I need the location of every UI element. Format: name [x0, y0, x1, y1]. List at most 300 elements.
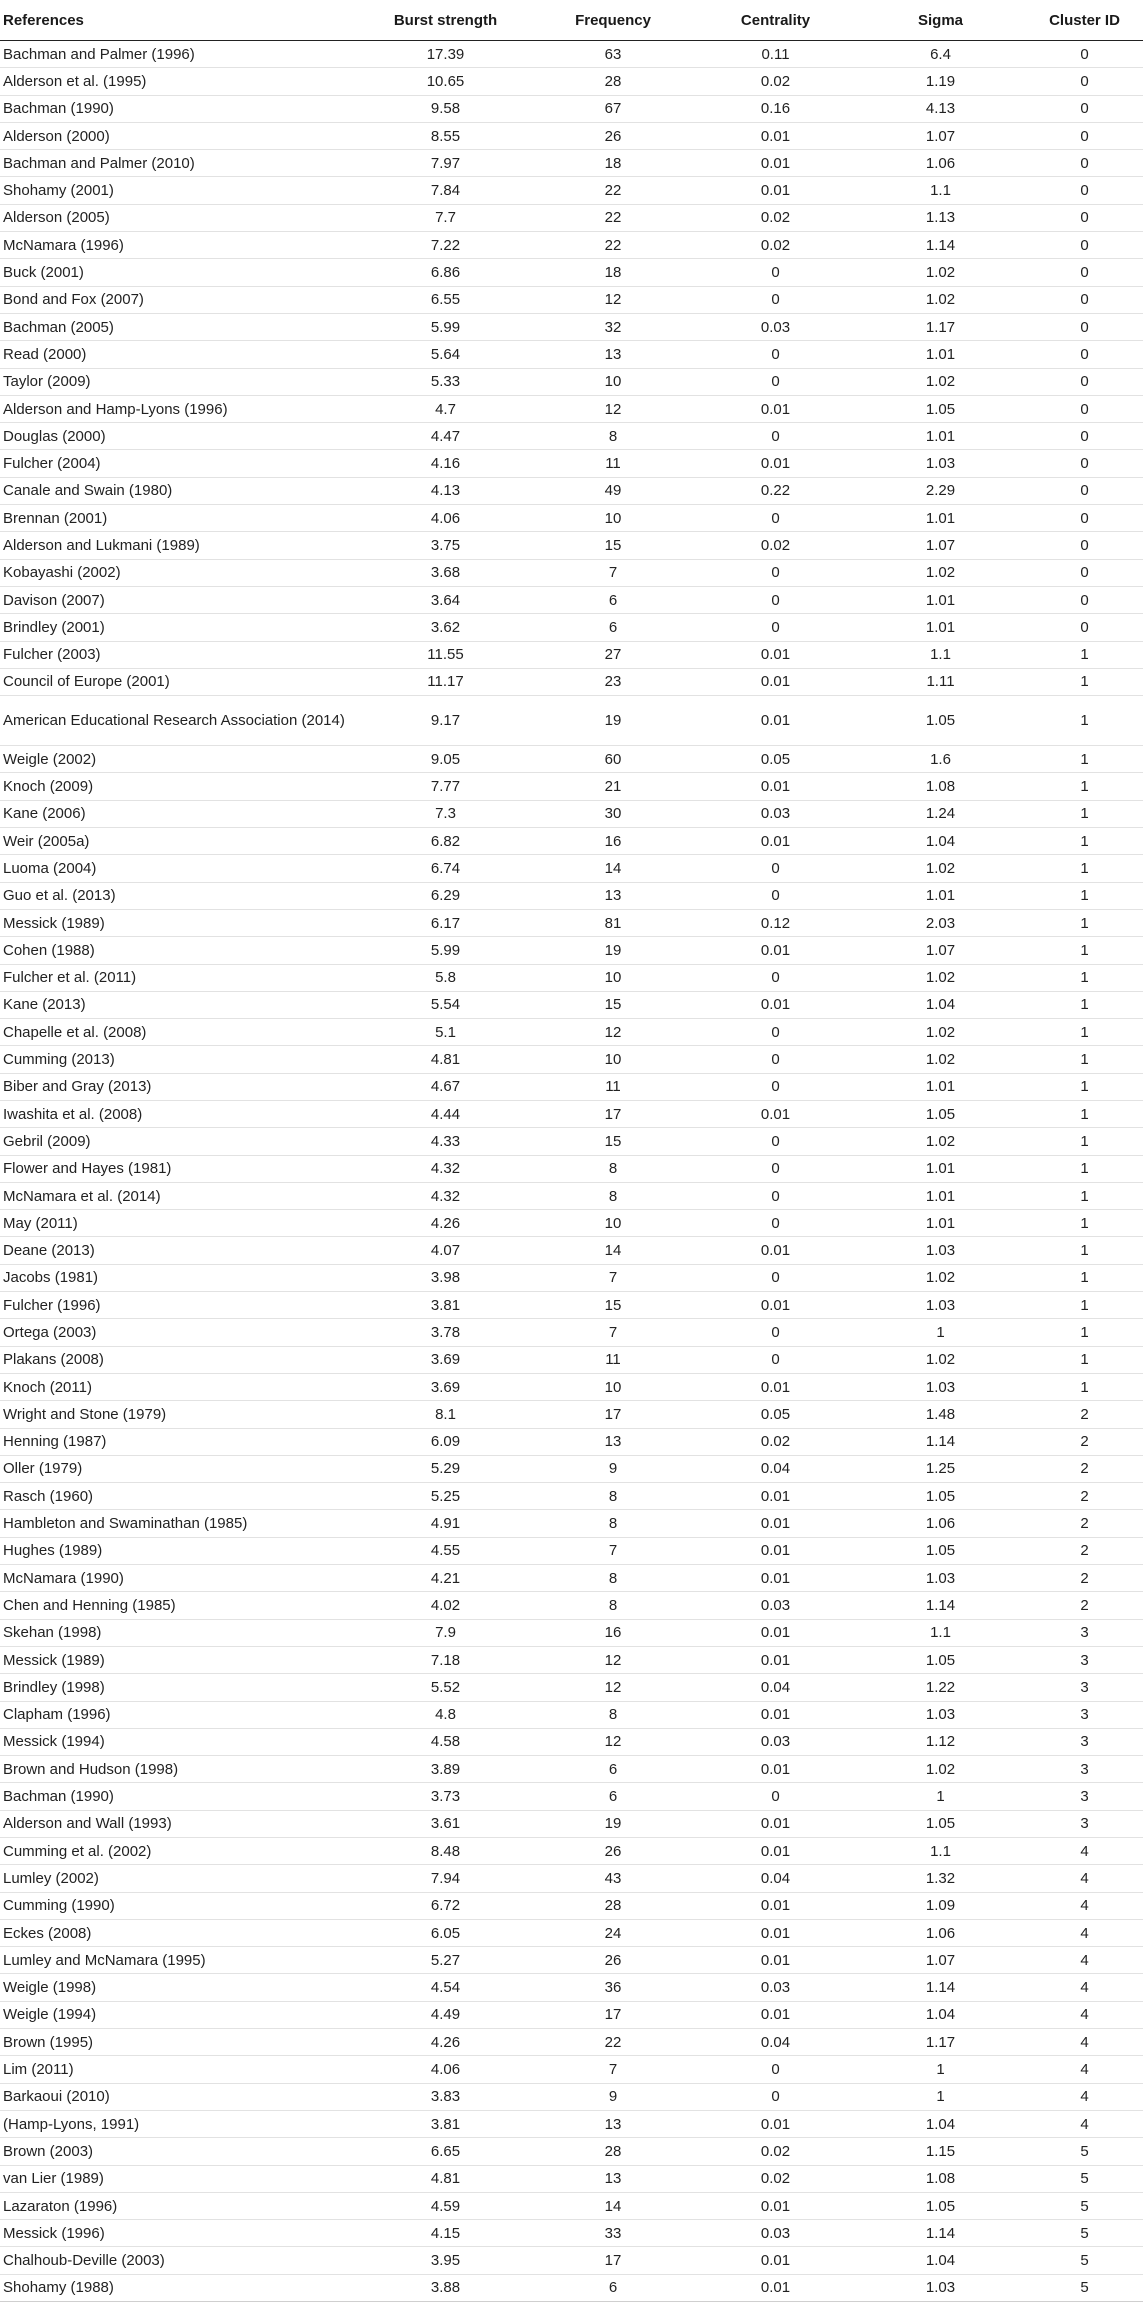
- cell-centrality: 0.02: [693, 2138, 858, 2165]
- cell-burst-strength: 7.94: [358, 1865, 533, 1892]
- cell-reference: McNamara (1996): [0, 232, 358, 259]
- cell-reference: Messick (1994): [0, 1728, 358, 1755]
- cell-burst-strength: 4.07: [358, 1237, 533, 1264]
- table-row: [0, 232, 1143, 259]
- cell-frequency: 15: [533, 1128, 693, 1155]
- cell-frequency: 19: [533, 696, 693, 746]
- cell-centrality: 0: [693, 286, 858, 313]
- cell-sigma: 1.22: [858, 1674, 1023, 1701]
- cell-reference: Lumley (2002): [0, 1865, 358, 1892]
- cell-reference: Bachman (2005): [0, 313, 358, 340]
- cell-reference: Cumming et al. (2002): [0, 1838, 358, 1865]
- cell-reference: Alderson (2005): [0, 204, 358, 231]
- cell-frequency: 9: [533, 1455, 693, 1482]
- table-row: [0, 909, 1143, 936]
- cell-centrality: 0: [693, 341, 858, 368]
- cell-reference: Alderson and Lukmani (1989): [0, 532, 358, 559]
- cell-centrality: 0: [693, 1264, 858, 1291]
- table-row: [0, 641, 1143, 668]
- table-row: [0, 1128, 1143, 1155]
- cell-reference: Skehan (1998): [0, 1619, 358, 1646]
- cell-burst-strength: 5.1: [358, 1019, 533, 1046]
- cell-burst-strength: 8.48: [358, 1838, 533, 1865]
- cell-burst-strength: 5.33: [358, 368, 533, 395]
- cell-sigma: 1.02: [858, 1128, 1023, 1155]
- cell-burst-strength: 3.69: [358, 1373, 533, 1400]
- cell-cluster-id: 0: [1023, 150, 1143, 177]
- table-row: [0, 341, 1143, 368]
- cell-cluster-id: 0: [1023, 341, 1143, 368]
- cell-frequency: 26: [533, 122, 693, 149]
- cell-centrality: 0.01: [693, 1919, 858, 1946]
- cell-cluster-id: 3: [1023, 1756, 1143, 1783]
- cell-burst-strength: 17.39: [358, 41, 533, 68]
- cell-centrality: 0.01: [693, 1892, 858, 1919]
- cell-burst-strength: 8.1: [358, 1401, 533, 1428]
- table-row: [0, 1646, 1143, 1673]
- cell-cluster-id: 1: [1023, 1210, 1143, 1237]
- cell-sigma: 1.02: [858, 1756, 1023, 1783]
- cell-burst-strength: 4.13: [358, 477, 533, 504]
- cell-reference: Wright and Stone (1979): [0, 1401, 358, 1428]
- cell-reference: Council of Europe (2001): [0, 668, 358, 695]
- cell-sigma: 1.03: [858, 1373, 1023, 1400]
- cell-burst-strength: 4.55: [358, 1537, 533, 1564]
- cell-centrality: 0.01: [693, 177, 858, 204]
- cell-cluster-id: 0: [1023, 95, 1143, 122]
- cell-centrality: 0: [693, 1073, 858, 1100]
- cell-burst-strength: 3.73: [358, 1783, 533, 1810]
- cell-sigma: 1.1: [858, 641, 1023, 668]
- cell-sigma: 1.03: [858, 1701, 1023, 1728]
- cell-sigma: 1.11: [858, 668, 1023, 695]
- cell-centrality: 0.01: [693, 641, 858, 668]
- cell-cluster-id: 2: [1023, 1510, 1143, 1537]
- cell-sigma: 1.01: [858, 1182, 1023, 1209]
- cell-centrality: 0: [693, 1155, 858, 1182]
- cell-cluster-id: 1: [1023, 1046, 1143, 1073]
- cell-frequency: 14: [533, 855, 693, 882]
- table-row: [0, 1100, 1143, 1127]
- cell-frequency: 22: [533, 204, 693, 231]
- cell-sigma: 1.17: [858, 2029, 1023, 2056]
- cell-sigma: 1.02: [858, 855, 1023, 882]
- table-row: [0, 1073, 1143, 1100]
- cell-reference: Bachman and Palmer (2010): [0, 150, 358, 177]
- cell-centrality: 0.01: [693, 1483, 858, 1510]
- cell-burst-strength: 4.33: [358, 1128, 533, 1155]
- cell-frequency: 12: [533, 1646, 693, 1673]
- cell-frequency: 60: [533, 746, 693, 773]
- cell-frequency: 12: [533, 395, 693, 422]
- cell-centrality: 0.03: [693, 800, 858, 827]
- cell-sigma: 1.1: [858, 1838, 1023, 1865]
- cell-centrality: 0: [693, 505, 858, 532]
- cell-cluster-id: 4: [1023, 2110, 1143, 2137]
- cell-cluster-id: 0: [1023, 586, 1143, 613]
- cell-cluster-id: 0: [1023, 122, 1143, 149]
- cell-reference: Jacobs (1981): [0, 1264, 358, 1291]
- table-header: [0, 0, 1143, 41]
- table-row: [0, 1455, 1143, 1482]
- cell-sigma: 1.03: [858, 2274, 1023, 2301]
- cell-sigma: 1.02: [858, 259, 1023, 286]
- table-row: [0, 2192, 1143, 2219]
- cell-sigma: 1.48: [858, 1401, 1023, 1428]
- cell-centrality: 0: [693, 1128, 858, 1155]
- table-row: [0, 882, 1143, 909]
- header-burst-strength: Burst strength: [358, 0, 533, 41]
- cell-centrality: 0.01: [693, 696, 858, 746]
- cell-burst-strength: 10.65: [358, 68, 533, 95]
- cell-burst-strength: 9.05: [358, 746, 533, 773]
- cell-sigma: 1.12: [858, 1728, 1023, 1755]
- cell-cluster-id: 1: [1023, 991, 1143, 1018]
- cell-cluster-id: 1: [1023, 668, 1143, 695]
- cell-sigma: 1.14: [858, 1592, 1023, 1619]
- cell-burst-strength: 4.7: [358, 395, 533, 422]
- cell-centrality: 0: [693, 559, 858, 586]
- cell-reference: Brown (1995): [0, 2029, 358, 2056]
- cell-burst-strength: 6.72: [358, 1892, 533, 1919]
- table-row: [0, 828, 1143, 855]
- cell-frequency: 22: [533, 2029, 693, 2056]
- cell-centrality: 0.01: [693, 1947, 858, 1974]
- cell-burst-strength: 4.44: [358, 1100, 533, 1127]
- cell-cluster-id: 5: [1023, 2274, 1143, 2301]
- cell-burst-strength: 6.86: [358, 259, 533, 286]
- cell-frequency: 15: [533, 991, 693, 1018]
- cell-reference: Bachman (1990): [0, 95, 358, 122]
- cell-cluster-id: 2: [1023, 1401, 1143, 1428]
- cell-centrality: 0.22: [693, 477, 858, 504]
- cell-cluster-id: 3: [1023, 1674, 1143, 1701]
- cell-cluster-id: 1: [1023, 1128, 1143, 1155]
- cell-centrality: 0.03: [693, 1592, 858, 1619]
- cell-sigma: 1.14: [858, 1428, 1023, 1455]
- cell-burst-strength: 7.7: [358, 204, 533, 231]
- cell-centrality: 0: [693, 368, 858, 395]
- cell-reference: Hughes (1989): [0, 1537, 358, 1564]
- cell-sigma: 1.02: [858, 286, 1023, 313]
- cell-sigma: 1.02: [858, 1046, 1023, 1073]
- cell-burst-strength: 4.06: [358, 505, 533, 532]
- cell-frequency: 7: [533, 1319, 693, 1346]
- cell-cluster-id: 1: [1023, 1237, 1143, 1264]
- cell-centrality: 0.01: [693, 1373, 858, 1400]
- table-row: [0, 1838, 1143, 1865]
- cell-cluster-id: 1: [1023, 1373, 1143, 1400]
- cell-frequency: 36: [533, 1974, 693, 2001]
- cell-cluster-id: 1: [1023, 1182, 1143, 1209]
- cell-reference: Cumming (1990): [0, 1892, 358, 1919]
- cell-centrality: 0.02: [693, 68, 858, 95]
- cell-burst-strength: 4.67: [358, 1073, 533, 1100]
- cell-burst-strength: 4.02: [358, 1592, 533, 1619]
- table-row: [0, 395, 1143, 422]
- cell-burst-strength: 7.77: [358, 773, 533, 800]
- cell-burst-strength: 9.58: [358, 95, 533, 122]
- cell-burst-strength: 5.27: [358, 1947, 533, 1974]
- header-frequency: Frequency: [533, 0, 693, 41]
- cell-reference: (Hamp-Lyons, 1991): [0, 2110, 358, 2137]
- cell-centrality: 0.01: [693, 991, 858, 1018]
- cell-sigma: 6.4: [858, 41, 1023, 68]
- cell-cluster-id: 2: [1023, 1428, 1143, 1455]
- cell-reference: Brown (2003): [0, 2138, 358, 2165]
- cell-centrality: 0: [693, 1046, 858, 1073]
- cell-frequency: 6: [533, 586, 693, 613]
- cell-centrality: 0.04: [693, 1455, 858, 1482]
- cell-reference: Knoch (2011): [0, 1373, 358, 1400]
- cell-centrality: 0.01: [693, 1292, 858, 1319]
- cell-frequency: 11: [533, 1073, 693, 1100]
- cell-frequency: 9: [533, 2083, 693, 2110]
- table-row: [0, 1592, 1143, 1619]
- cell-sigma: 1.04: [858, 828, 1023, 855]
- cell-reference: McNamara et al. (2014): [0, 1182, 358, 1209]
- cell-frequency: 17: [533, 2001, 693, 2028]
- cell-centrality: 0.01: [693, 1756, 858, 1783]
- cell-burst-strength: 4.26: [358, 1210, 533, 1237]
- cell-sigma: 1.17: [858, 313, 1023, 340]
- cell-cluster-id: 0: [1023, 204, 1143, 231]
- cell-reference: Fulcher et al. (2011): [0, 964, 358, 991]
- cell-frequency: 13: [533, 2165, 693, 2192]
- cell-cluster-id: 3: [1023, 1646, 1143, 1673]
- cell-frequency: 17: [533, 1401, 693, 1428]
- cell-frequency: 11: [533, 1346, 693, 1373]
- cell-cluster-id: 1: [1023, 1319, 1143, 1346]
- cell-cluster-id: 3: [1023, 1728, 1143, 1755]
- cell-centrality: 0.02: [693, 232, 858, 259]
- table-row: [0, 122, 1143, 149]
- cell-frequency: 10: [533, 1046, 693, 1073]
- cell-centrality: 0.03: [693, 313, 858, 340]
- cell-centrality: 0.01: [693, 1646, 858, 1673]
- cell-cluster-id: 1: [1023, 855, 1143, 882]
- cell-sigma: 1.04: [858, 2247, 1023, 2274]
- cell-cluster-id: 5: [1023, 2192, 1143, 2219]
- cell-burst-strength: 11.55: [358, 641, 533, 668]
- table-row: [0, 1237, 1143, 1264]
- table-row: [0, 2029, 1143, 2056]
- cell-cluster-id: 1: [1023, 937, 1143, 964]
- table-row: [0, 505, 1143, 532]
- cell-frequency: 14: [533, 1237, 693, 1264]
- cell-frequency: 12: [533, 1674, 693, 1701]
- cell-cluster-id: 4: [1023, 2056, 1143, 2083]
- cell-frequency: 8: [533, 1701, 693, 1728]
- cell-frequency: 6: [533, 614, 693, 641]
- cell-frequency: 24: [533, 1919, 693, 1946]
- cell-frequency: 13: [533, 341, 693, 368]
- cell-centrality: 0.01: [693, 1510, 858, 1537]
- cell-reference: Messick (1989): [0, 909, 358, 936]
- cell-centrality: 0: [693, 1319, 858, 1346]
- table-row: [0, 1182, 1143, 1209]
- cell-frequency: 16: [533, 1619, 693, 1646]
- table-row: [0, 1483, 1143, 1510]
- cell-centrality: 0.03: [693, 1974, 858, 2001]
- table-row: [0, 855, 1143, 882]
- table-row: [0, 937, 1143, 964]
- cell-reference: Bachman (1990): [0, 1783, 358, 1810]
- table-row: [0, 1401, 1143, 1428]
- cell-reference: Messick (1996): [0, 2220, 358, 2247]
- cell-centrality: 0: [693, 1019, 858, 1046]
- cell-burst-strength: 3.95: [358, 2247, 533, 2274]
- cell-frequency: 13: [533, 2110, 693, 2137]
- cell-burst-strength: 5.54: [358, 991, 533, 1018]
- cell-sigma: 1.03: [858, 1565, 1023, 1592]
- cell-centrality: 0.01: [693, 828, 858, 855]
- cell-cluster-id: 2: [1023, 1483, 1143, 1510]
- table-row: [0, 1210, 1143, 1237]
- cell-burst-strength: 6.65: [358, 2138, 533, 2165]
- cell-reference: Fulcher (2003): [0, 641, 358, 668]
- cell-frequency: 8: [533, 1510, 693, 1537]
- table-row: [0, 1892, 1143, 1919]
- cell-reference: Eckes (2008): [0, 1919, 358, 1946]
- cell-reference: Brindley (2001): [0, 614, 358, 641]
- cell-sigma: 1.01: [858, 505, 1023, 532]
- cell-reference: Chalhoub-Deville (2003): [0, 2247, 358, 2274]
- cell-frequency: 67: [533, 95, 693, 122]
- cell-sigma: 1.05: [858, 1483, 1023, 1510]
- cell-cluster-id: 1: [1023, 909, 1143, 936]
- cell-cluster-id: 5: [1023, 2247, 1143, 2274]
- table-row: [0, 668, 1143, 695]
- cell-reference: Hambleton and Swaminathan (1985): [0, 1510, 358, 1537]
- cell-centrality: 0.04: [693, 2029, 858, 2056]
- cell-cluster-id: 1: [1023, 828, 1143, 855]
- cell-cluster-id: 3: [1023, 1810, 1143, 1837]
- cell-centrality: 0.01: [693, 1701, 858, 1728]
- cell-burst-strength: 3.98: [358, 1264, 533, 1291]
- cell-sigma: 1.01: [858, 341, 1023, 368]
- cell-cluster-id: 1: [1023, 1264, 1143, 1291]
- cell-burst-strength: 4.06: [358, 2056, 533, 2083]
- table-row: [0, 1346, 1143, 1373]
- table-row: [0, 1319, 1143, 1346]
- cell-cluster-id: 0: [1023, 423, 1143, 450]
- cell-burst-strength: 4.32: [358, 1182, 533, 1209]
- cell-frequency: 15: [533, 532, 693, 559]
- cell-burst-strength: 3.81: [358, 2110, 533, 2137]
- cell-reference: Ortega (2003): [0, 1319, 358, 1346]
- cell-frequency: 6: [533, 1756, 693, 1783]
- cell-centrality: 0.01: [693, 395, 858, 422]
- cell-burst-strength: 7.3: [358, 800, 533, 827]
- cell-frequency: 22: [533, 232, 693, 259]
- cell-cluster-id: 0: [1023, 614, 1143, 641]
- cell-centrality: 0.16: [693, 95, 858, 122]
- cell-centrality: 0.01: [693, 2110, 858, 2137]
- cell-cluster-id: 3: [1023, 1783, 1143, 1810]
- cell-frequency: 8: [533, 1155, 693, 1182]
- table-row: [0, 1046, 1143, 1073]
- cell-burst-strength: 4.16: [358, 450, 533, 477]
- table-row: [0, 773, 1143, 800]
- cell-reference: Deane (2013): [0, 1237, 358, 1264]
- cell-cluster-id: 4: [1023, 1892, 1143, 1919]
- cell-reference: Douglas (2000): [0, 423, 358, 450]
- table-row: [0, 2247, 1143, 2274]
- cell-frequency: 28: [533, 2138, 693, 2165]
- cell-burst-strength: 4.26: [358, 2029, 533, 2056]
- cell-sigma: 1.1: [858, 177, 1023, 204]
- cell-sigma: 1.32: [858, 1865, 1023, 1892]
- cell-sigma: 1.13: [858, 204, 1023, 231]
- table-row: [0, 423, 1143, 450]
- cell-sigma: 1.25: [858, 1455, 1023, 1482]
- cell-cluster-id: 1: [1023, 1019, 1143, 1046]
- cell-sigma: 1.07: [858, 122, 1023, 149]
- cell-reference: Rasch (1960): [0, 1483, 358, 1510]
- cell-centrality: 0.02: [693, 532, 858, 559]
- cell-centrality: 0.01: [693, 150, 858, 177]
- cell-sigma: 1.01: [858, 1155, 1023, 1182]
- cell-cluster-id: 2: [1023, 1455, 1143, 1482]
- cell-sigma: 1.14: [858, 2220, 1023, 2247]
- cell-burst-strength: 3.69: [358, 1346, 533, 1373]
- cell-reference: Luoma (2004): [0, 855, 358, 882]
- cell-burst-strength: 4.49: [358, 2001, 533, 2028]
- cell-frequency: 12: [533, 1728, 693, 1755]
- table-body: [0, 41, 1143, 2302]
- cell-frequency: 33: [533, 2220, 693, 2247]
- table-row: [0, 286, 1143, 313]
- cell-sigma: 4.13: [858, 95, 1023, 122]
- cell-cluster-id: 0: [1023, 286, 1143, 313]
- cell-centrality: 0: [693, 1210, 858, 1237]
- table-row: [0, 614, 1143, 641]
- cell-frequency: 17: [533, 1100, 693, 1127]
- cell-centrality: 0.01: [693, 1565, 858, 1592]
- cell-frequency: 28: [533, 1892, 693, 1919]
- cell-sigma: 1.01: [858, 1210, 1023, 1237]
- cell-cluster-id: 1: [1023, 882, 1143, 909]
- cell-reference: Canale and Swain (1980): [0, 477, 358, 504]
- table-row: [0, 68, 1143, 95]
- cell-burst-strength: 4.59: [358, 2192, 533, 2219]
- cell-burst-strength: 4.91: [358, 1510, 533, 1537]
- cell-sigma: 1.1: [858, 1619, 1023, 1646]
- cell-cluster-id: 3: [1023, 1619, 1143, 1646]
- cell-centrality: 0.05: [693, 1401, 858, 1428]
- cell-sigma: 1.01: [858, 586, 1023, 613]
- table-row: [0, 259, 1143, 286]
- cell-centrality: 0.01: [693, 2001, 858, 2028]
- cell-sigma: 1.14: [858, 232, 1023, 259]
- cell-cluster-id: 4: [1023, 1838, 1143, 1865]
- cell-frequency: 10: [533, 964, 693, 991]
- table-row: [0, 1728, 1143, 1755]
- table-row: [0, 1810, 1143, 1837]
- cell-cluster-id: 2: [1023, 1537, 1143, 1564]
- table-row: [0, 1783, 1143, 1810]
- cell-reference: Alderson and Hamp-Lyons (1996): [0, 395, 358, 422]
- cell-frequency: 28: [533, 68, 693, 95]
- cell-burst-strength: 3.89: [358, 1756, 533, 1783]
- table-row: [0, 2165, 1143, 2192]
- cell-sigma: 1.06: [858, 1510, 1023, 1537]
- cell-reference: Weigle (1998): [0, 1974, 358, 2001]
- cell-burst-strength: 5.8: [358, 964, 533, 991]
- cell-burst-strength: 11.17: [358, 668, 533, 695]
- cell-burst-strength: 5.52: [358, 1674, 533, 1701]
